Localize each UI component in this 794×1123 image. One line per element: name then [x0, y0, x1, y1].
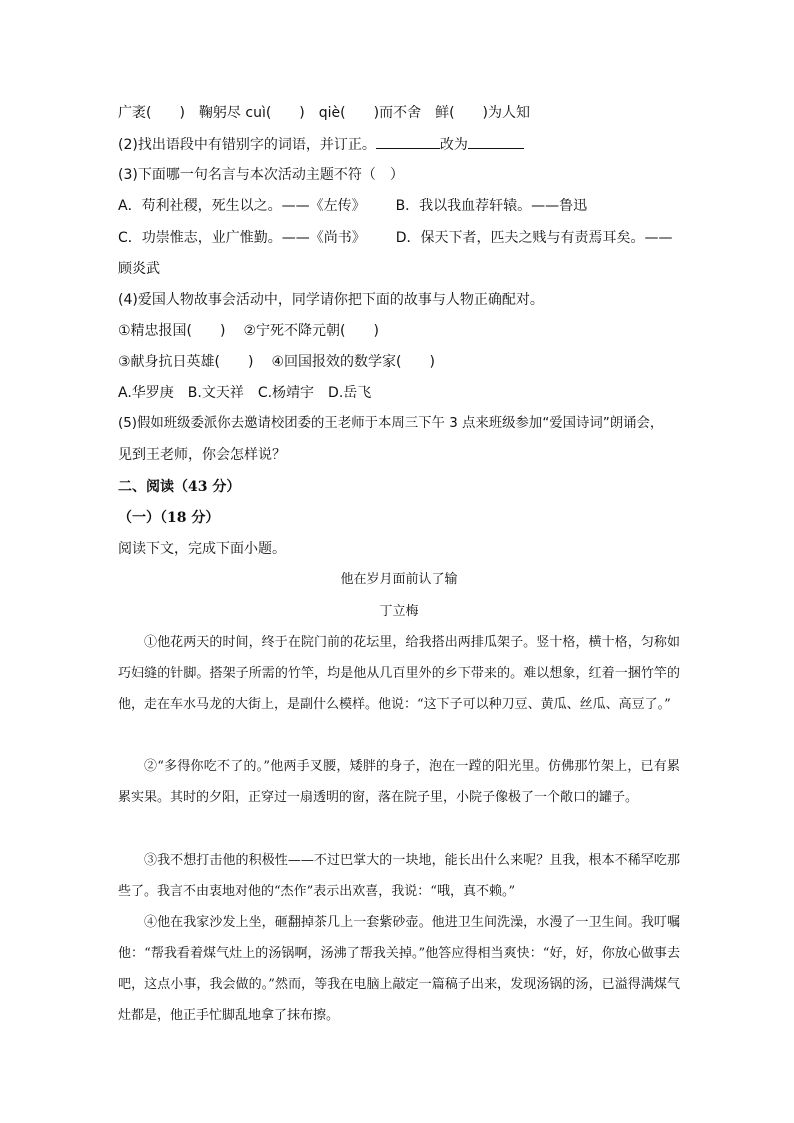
option-b: B．我以我血荐轩辕。——鲁迅 [395, 198, 588, 214]
match-item-1: ①精忠报国( ) [118, 323, 226, 339]
article-paragraph: ③我不想打击他的积极性——不过巴掌大的一块地，能长出什么来呢？且我，根本不稀罕吃那些了。我言不由衷地对他的“杰作”表示出欢喜，我说：“哦，真不赖。” [118, 853, 680, 899]
article-paragraph: ②“多得你吃不了的。”他两手叉腰，矮胖的身子，泡在一蹚的阳光里。仿佛那竹架上，已有累累实果。其时的夕阳，正穿过一扇透明的窗，落在院子里，小院子像极了一个敞口的罐子。 [118, 759, 680, 805]
subsection-heading: （一）（18 分） [118, 510, 220, 526]
question-5-line-2: 见到王老师，你会怎样说？ [118, 447, 286, 463]
match-item-3: ③献身抗日英雄( ) [118, 354, 254, 370]
answer-blank[interactable] [468, 134, 524, 149]
reading-instruction: 阅读下文，完成下面小题。 [118, 541, 286, 557]
option-d-continued: 顾炎武 [118, 261, 160, 277]
question-3: (3)下面哪一句名言与本次活动主题不符（ ） [118, 167, 404, 183]
answer-blank[interactable] [376, 134, 440, 149]
match-item-2: ②宁死不降元朝( ) [243, 323, 379, 339]
article-title: 他在岁月面前认了输 [340, 572, 458, 587]
question-1-pinyin-line: 广袤( ) 鞠躬尽 cuì( ) qiè( )而不舍 鲜( )为人知 [118, 105, 530, 121]
article-author: 丁立梅 [379, 604, 419, 619]
question-2 [118, 134, 524, 155]
question-2-text: (2)找出语段中有错别字的词语，并订正。 [118, 137, 376, 153]
article-paragraph: ④他在我家沙发上坐，砸翻掉茶几上一套紫砂壶。他进卫生间洗澡，水漫了一卫生间。我叮嘱他：“帮我看着煤气灶上的汤锅啊，汤沸了帮我关掉。”他答应得相当爽快：“好，好，你放心做事去吧，这点小事，我会做的。”然而，等我在电脑上敲定一篇稿子出来，发现汤锅的汤，已溢得满煤气灶都是，他正手忙脚乱地拿了抹布擦。 [118, 915, 680, 1023]
question-5-line-1: (5)假如班级委派你去邀请校团委的王老师于本周三下午 3 点来班级参加“爱国诗词”朗诵会， [118, 416, 664, 431]
match-item-4: ④回国报效的数学家( ) [271, 354, 435, 370]
article-paragraph: ①他花两天的时间，终于在院门前的花坛里，给我搭出两排瓜架子。竖十格，横十格，匀称如巧妇缝的针脚。搭架子所需的竹竿，均是他从几百里外的乡下带来的。难以想象，红着一捆竹竿的他，走在车水马龙的大街上，是副什么模样。他说：“这下子可以种刀豆、黄瓜、丝瓜、高豆了。” [118, 635, 680, 712]
option-d: D．保天下者，匹夫之贱与有责焉耳矣。—— [395, 230, 673, 246]
option-a: A．苟利社稷，死生以之。——《左传》 [118, 198, 366, 214]
question-3-options-cd [118, 228, 673, 248]
question-4-choices: A.华罗庚 B.文天祥 C.杨靖宇 D.岳飞 [118, 385, 372, 401]
section-heading: 二、阅读（43 分） [118, 479, 241, 495]
question-4-items-34 [118, 352, 435, 372]
question-3-options-ab [118, 196, 587, 216]
question-4-items-12 [118, 321, 379, 341]
question-4: (4)爱国人物故事会活动中，同学请你把下面的故事与人物正确配对。 [118, 292, 544, 308]
question-2-middle: 改为 [439, 137, 468, 153]
option-c: C．功崇惟志，业广惟勤。——《尚书》 [118, 230, 366, 246]
